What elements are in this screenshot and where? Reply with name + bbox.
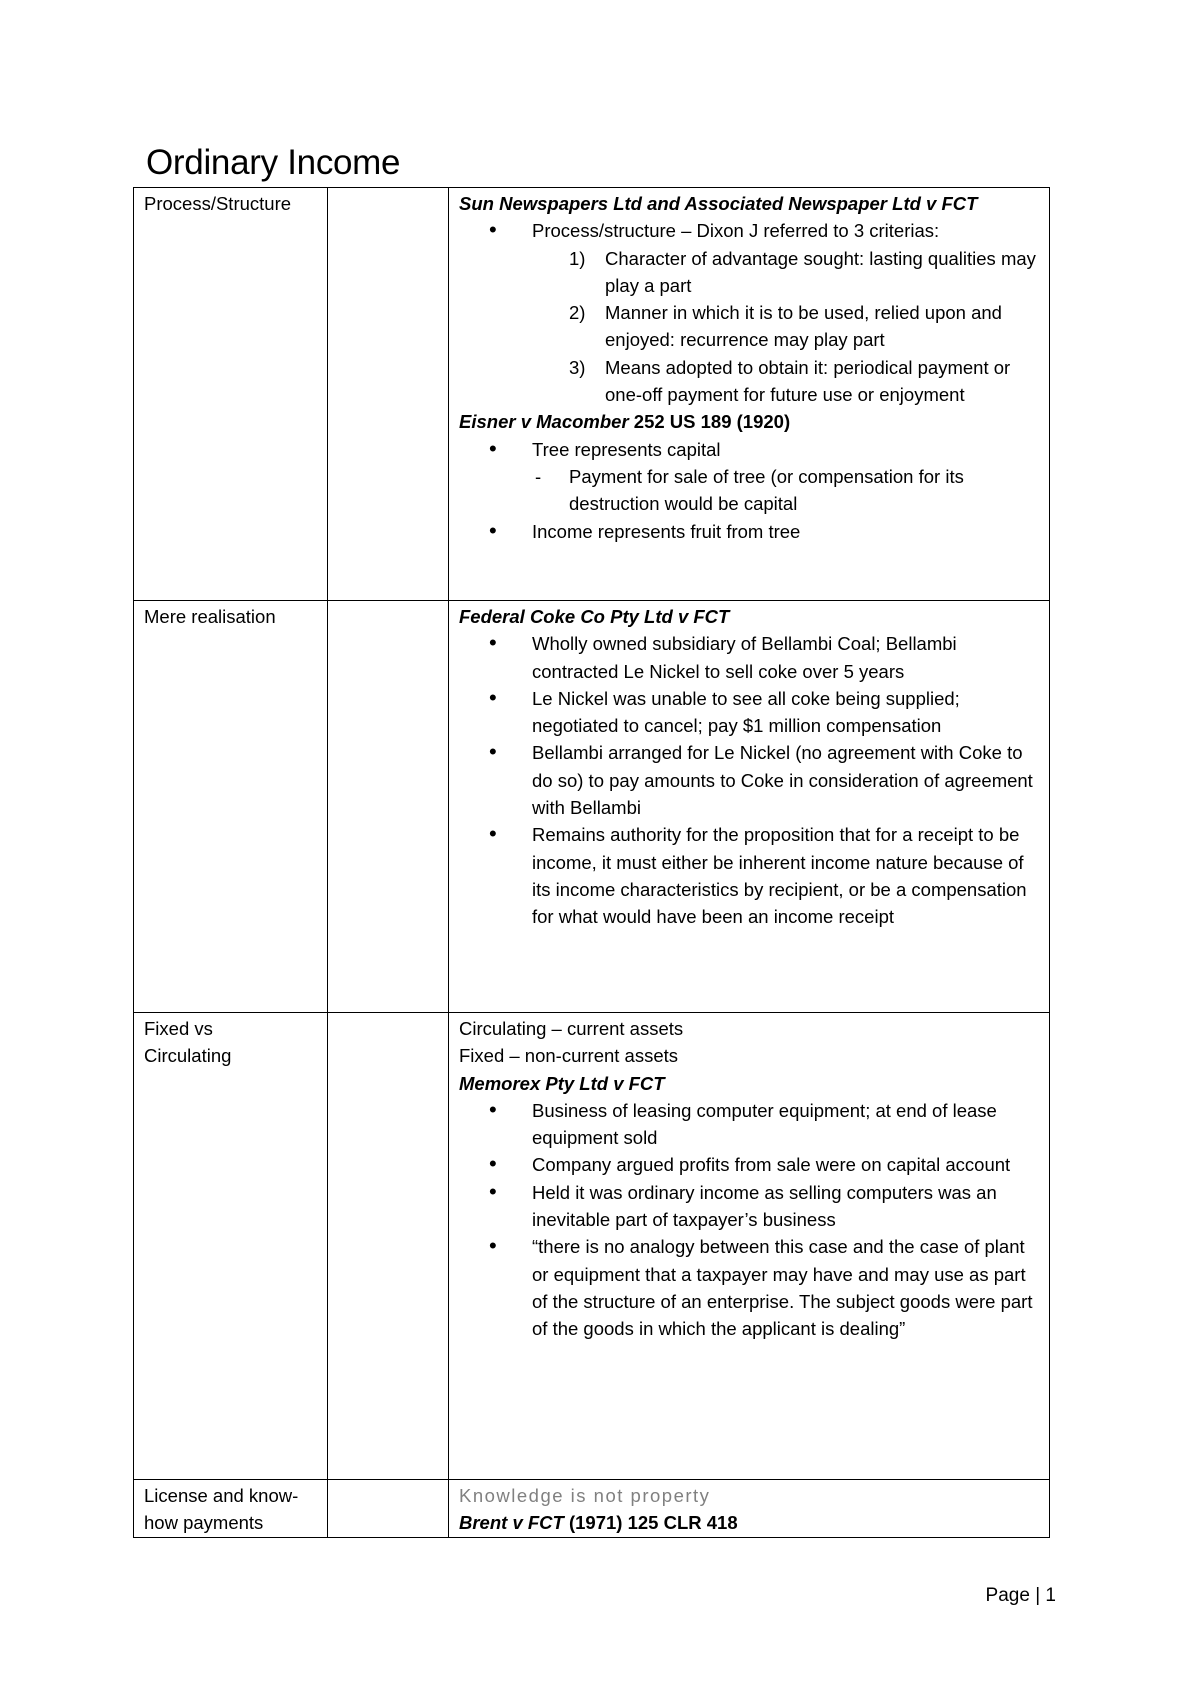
case-name: Brent v FCT [459, 1512, 564, 1534]
list-item: • Company argued profits from sale were on capital account [459, 1151, 1039, 1178]
row-content [449, 601, 1050, 1013]
case-name: Federal Coke Co Pty Ltd v FCT [459, 606, 730, 627]
row-content [449, 1480, 1050, 1538]
case-name: Sun Newspapers Ltd and Associated Newspaper Ltd v FCT [459, 193, 978, 214]
list-item: • Held it was ordinary income as selling computers was an inevitable part of taxpayer’s business [459, 1179, 1039, 1234]
row-label: Mere realisation [134, 601, 328, 1013]
list-item: 1) Character of advantage sought: lasting qualities may play a part [569, 247, 1036, 296]
bullet-list [459, 630, 1039, 930]
case-name: Memorex Pty Ltd v FCT [459, 1072, 665, 1094]
list-item: 3) Means adopted to obtain it: periodical payment or one-off payment for future use or enjoyment [569, 356, 1011, 406]
list-item: • Wholly owned subsidiary of Bellambi Coal; Bellambi contracted Le Nickel to sell coke over 5 years [459, 630, 1039, 685]
list-item: • Bellambi arranged for Le Nickel (no agreement with Coke to do so) to pay amounts to Coke in consideration of agreement with Bellambi [459, 739, 1039, 821]
notes-table [133, 187, 1050, 1538]
page-footer [986, 1583, 1056, 1609]
table-row [134, 188, 1050, 601]
bullet-list [459, 518, 1039, 545]
list-item: • “there is no analogy between this case and the case of plant or equipment that a taxpayer may have and may use as part of the structure of an enterprise. The subject goods were part of the goods in which the applicant is dealing” [459, 1233, 1039, 1342]
table-row [134, 601, 1050, 1013]
empty-cell [328, 188, 449, 601]
page-label: Page [985, 1585, 1030, 1606]
case-heading [459, 408, 1039, 435]
bullet-list [459, 1097, 1039, 1343]
text-line: Circulating – current assets [459, 1018, 684, 1039]
list-item: • Process/structure – Dixon J referred to 3 criterias: [459, 217, 1039, 244]
list-item: 2) Manner in which it is to be used, relied upon and enjoyed: recurrence may play part [569, 302, 1002, 351]
case-heading [459, 1509, 1039, 1536]
case-name: Eisner v Macomber [459, 411, 629, 433]
list-item: - Payment for sale of tree (or compensation for its destruction would be capital [459, 463, 1039, 518]
empty-cell [328, 1480, 449, 1538]
text-line: Fixed – non-current assets [459, 1045, 679, 1067]
list-item: • Business of leasing computer equipment; at end of lease equipment sold [459, 1097, 1039, 1152]
row-label: Process/Structure [134, 188, 328, 601]
page-number: 1 [1045, 1585, 1056, 1606]
empty-cell [328, 1013, 449, 1480]
table-row [134, 1013, 1050, 1480]
page-title: Ordinary Income [146, 143, 401, 182]
row-content [449, 188, 1050, 601]
case-citation: (1971) 125 CLR 418 [563, 1512, 738, 1534]
footer-separator: | [1035, 1585, 1041, 1606]
bullet-list [459, 217, 1039, 244]
row-label: Fixed vs Circulating [134, 1013, 328, 1480]
list-item: • Remains authority for the proposition that for a receipt to be income, it must either be inherent income nature because of its income characteristics by recipient, or be a compensation for what would have been an income receipt [459, 821, 1039, 930]
row-label: License and know- how payments [134, 1480, 328, 1538]
dash-list [459, 463, 1039, 518]
list-item: • Le Nickel was unable to see all coke being supplied; negotiated to cancel; pay $1 million compensation [459, 685, 1039, 740]
empty-cell [328, 601, 449, 1013]
table-row [134, 1480, 1050, 1538]
row-content [449, 1013, 1050, 1480]
list-item: • Tree represents capital [459, 436, 1039, 463]
bullet-list [459, 436, 1039, 463]
case-citation: 252 US 189 (1920) [628, 411, 791, 433]
numbered-list [459, 245, 1039, 409]
list-item: • Income represents fruit from tree [459, 518, 1039, 545]
text-line: Knowledge is not property [459, 1485, 711, 1506]
